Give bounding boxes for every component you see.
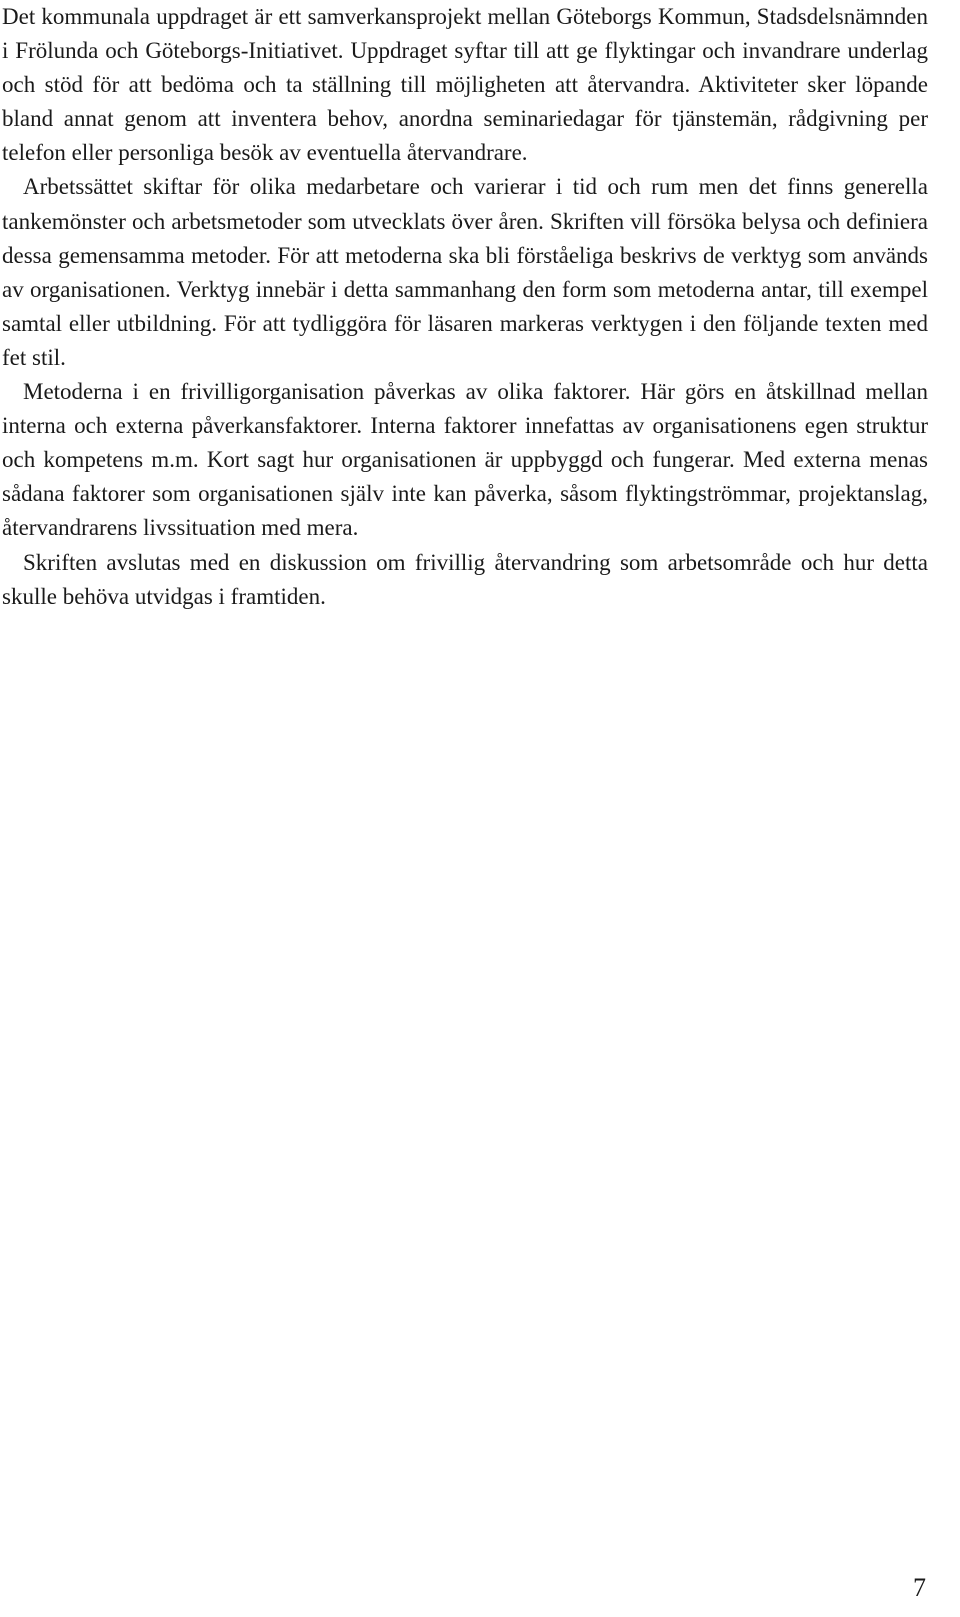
paragraph-arbetssattet: Arbetssättet skiftar för olika medarbetare och varierar i tid och rum men det finns generella tankemönster och arbetsmetoder som utvecklats över åren. Skriften vill försöka belysa och definiera dessa gemensamma metoder. För att metoderna ska bli förståeliga beskrivs de verktyg som används av organisationen. Verktyg innebär i detta sammanhang den form som metoderna antar, till exempel samtal eller utbildning. För att tydliggöra för läsaren markeras verktygen i den följande texten med fet stil. (2, 174, 928, 370)
paragraph-kommunala-uppdraget: Det kommunala uppdraget är ett samverkansprojekt mellan Göteborgs Kommun, Stadsdelsnämnden i Frölunda och Göteborgs-Initiativet. Uppdraget syftar till att ge flyktingar och invandrare underlag och stöd för att bedöma och ta ställning till möjligheten att återvandra. Aktiviteter sker löpande bland annat genom att inventera behov, anordna seminariedagar för tjänstemän, rådgivning per telefon eller personliga besök av eventuella återvandrare. (2, 4, 928, 166)
paragraph-skriften-avslutas: Skriften avslutas med en diskussion om frivillig återvandring som arbetsområde och hur detta skulle behöva utvidgas i framtiden. (2, 549, 928, 609)
page-number: 7 (913, 1573, 926, 1602)
body-text (2, 0, 928, 614)
paragraph-metoderna: Metoderna i en frivilligorganisation påverkas av olika faktorer. Här görs en åtskillnad mellan interna och externa påverkansfaktorer. Interna faktorer innefattas av organisationens egen struktur och kompetens m.m. Kort sagt hur organisationen är uppbyggd och fungerar. Med externa menas sådana faktorer som organisationen själv inte kan påverka, såsom flyktingströmmar, projektanslag, återvandrarens livssituation med mera. (2, 379, 928, 541)
